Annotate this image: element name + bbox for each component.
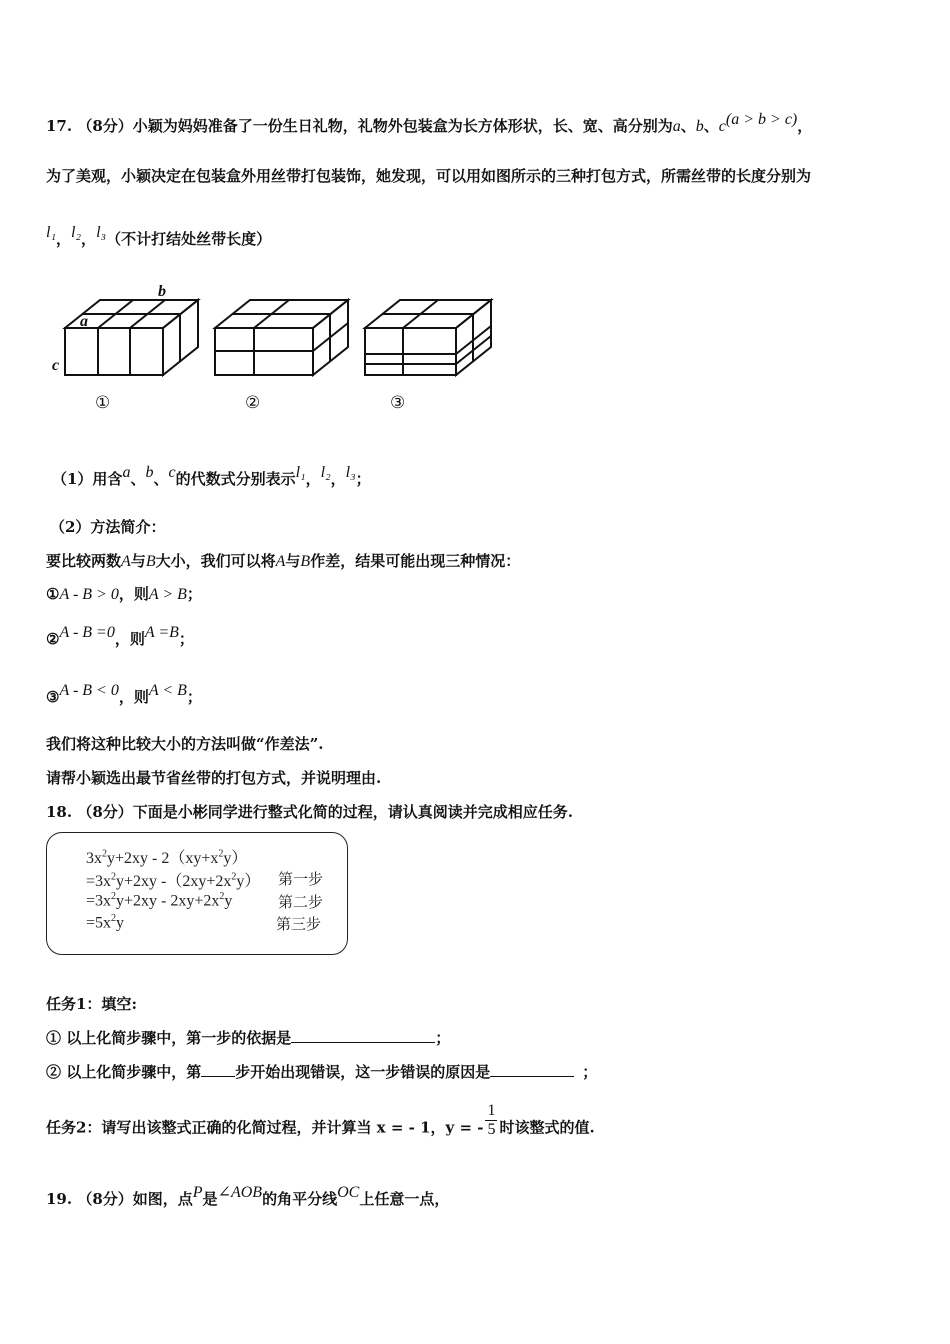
box-2 — [215, 300, 348, 375]
label-a: a — [80, 313, 88, 330]
point-P: P — [192, 1184, 203, 1201]
box-1 — [65, 300, 198, 375]
case-then: ，则 — [118, 585, 149, 603]
var-B: B — [300, 553, 311, 570]
task1-item1-text: ① 以上化简步骤中，第一步的依据是 — [46, 1029, 292, 1047]
frac-num: 1 — [487, 1102, 496, 1119]
var-b: b — [145, 464, 154, 481]
step-line-3: $=3x^2y+2xy - 2xy+2x^2y$ — [86, 891, 233, 910]
note: （不计打结处丝带长度） — [106, 230, 272, 248]
case-mark: ② — [46, 630, 60, 648]
method-text: 大小，我们可以将 — [155, 552, 276, 570]
l3: l₃ — [96, 224, 107, 241]
angle-AOB: ∠AOB — [217, 1184, 263, 1201]
q18-task1-item1 — [46, 1027, 450, 1048]
punct: ， — [81, 230, 97, 248]
task1-item2-text: 步开始出现错误，这一步错误的原因是 — [235, 1063, 491, 1081]
part1-mid: 的代数式分别表示 — [175, 470, 296, 488]
answer-blank-2[interactable] — [201, 1064, 235, 1077]
q18-title: 18. （8分）下面是小彬同学进行整式化简的过程，请认真阅读并完成相应任务. — [46, 803, 573, 821]
q17-part2-title: （2）方法简介： — [50, 518, 166, 536]
l3: l₃ — [345, 464, 356, 481]
q19-line — [46, 1184, 450, 1209]
label-c: c — [52, 357, 60, 374]
q17-intro: 17. （8分）小颖为妈妈准备了一份生日礼物，礼物外包装盒为长方体形状，长、宽、高分别为 — [46, 117, 673, 135]
punct: ， — [305, 470, 321, 488]
punct: ； — [186, 585, 202, 603]
q17-line1 — [46, 111, 813, 136]
step-line-1: $3x^2y+2xy - 2(xy+x^2y)$ — [86, 848, 248, 867]
var-c: c — [718, 118, 726, 135]
condition: (a > b > c) — [725, 111, 798, 128]
task2-text: 时该整式的值. — [499, 1118, 595, 1137]
punct: ， — [330, 470, 346, 488]
answer-blank-1[interactable] — [291, 1030, 435, 1043]
method-text: 要比较两数 — [46, 552, 122, 570]
caption-1: ① — [95, 393, 111, 413]
var-A: A — [275, 553, 286, 570]
punct: ； — [435, 1029, 451, 1047]
q18-task2 — [46, 1102, 595, 1147]
case-result: A =B — [144, 624, 179, 641]
punct: ； — [186, 688, 202, 706]
method-and: 与 — [285, 552, 301, 570]
case-result: A < B — [148, 682, 187, 699]
step-label-3: 第三步 — [276, 915, 322, 933]
var-a: a — [672, 118, 681, 135]
q17-case3 — [46, 682, 202, 707]
answer-blank-3[interactable] — [490, 1064, 574, 1077]
case-mark: ① — [46, 585, 60, 603]
var-a: a — [122, 464, 131, 481]
case-condition: A - B =0 — [59, 624, 115, 641]
punct: ， — [56, 230, 72, 248]
q17-part1 — [52, 464, 371, 489]
l2: l₂ — [320, 464, 331, 481]
q17-method — [46, 550, 520, 571]
separator: 、 — [130, 470, 146, 488]
method-text: 作差，结果可能出现三种情况： — [310, 552, 521, 570]
case-condition: A - B > 0 — [59, 586, 119, 603]
method-and: 与 — [130, 552, 146, 570]
part1-prefix: （1）用含 — [52, 470, 123, 488]
separator: 、 — [153, 470, 169, 488]
q19-prefix: 19. （8分）如图，点 — [46, 1190, 193, 1208]
var-b: b — [695, 118, 704, 135]
q19-is: 是 — [202, 1190, 218, 1208]
punct: ； — [355, 470, 371, 488]
var-B: B — [145, 553, 156, 570]
step-line-2: $=3x^2y+2xy$ $-(2xy+2x^2y)$ — [86, 871, 261, 890]
l2: l₂ — [71, 224, 82, 241]
separator: 、 — [680, 117, 696, 135]
q17-method-name: 我们将这种比较大小的方法叫做“作差法”. — [46, 735, 324, 753]
fraction — [485, 1102, 497, 1139]
case-then: ，则 — [114, 630, 145, 648]
step-label-1: 第一步 — [278, 870, 324, 888]
l1: l₁ — [46, 224, 57, 241]
q17-case2 — [46, 624, 194, 649]
q18-task1-title: 任务1：填空: — [46, 995, 137, 1013]
box-3 — [365, 300, 491, 375]
case-then: ，则 — [118, 688, 149, 706]
task2-text: 任务2：请写出该整式正确的化简过程，并计算当 x = - 1，y = - — [46, 1118, 484, 1137]
caption-3: ③ — [390, 393, 406, 413]
task1-item2-text: ② 以上化简步骤中，第 — [46, 1063, 202, 1081]
step-label-2: 第二步 — [278, 893, 324, 911]
ray-OC: OC — [337, 1184, 360, 1201]
punct: ； — [582, 1063, 598, 1081]
var-c: c — [168, 464, 176, 481]
punct: ， — [797, 117, 813, 135]
q18-task1-item2 — [46, 1061, 597, 1082]
label-b: b — [158, 283, 166, 300]
q17-line3 — [46, 224, 272, 249]
separator: 、 — [703, 117, 719, 135]
q19-bisector: 的角平分线 — [262, 1190, 338, 1208]
q19-suffix: 上任意一点， — [359, 1190, 450, 1208]
step-line-4: $=5x^2y$ — [86, 913, 125, 932]
l1: l₁ — [295, 464, 306, 481]
caption-2: ② — [245, 393, 261, 413]
case-mark: ③ — [46, 688, 60, 706]
q17-case1 — [46, 583, 202, 604]
var-A: A — [121, 553, 131, 570]
punct: ； — [178, 630, 194, 648]
case-condition: A - B < 0 — [59, 682, 119, 699]
case-result: A > B — [148, 586, 187, 603]
q17-request: 请帮小颖选出最节省丝带的打包方式，并说明理由. — [46, 769, 382, 787]
box-figure — [40, 278, 510, 418]
q17-line2: 为了美观，小颖决定在包装盒外用丝带打包装饰，她发现，可以用如图所示的三种打包方式，所需丝带的长度分别为 — [46, 167, 812, 185]
frac-den: 5 — [487, 1121, 496, 1138]
